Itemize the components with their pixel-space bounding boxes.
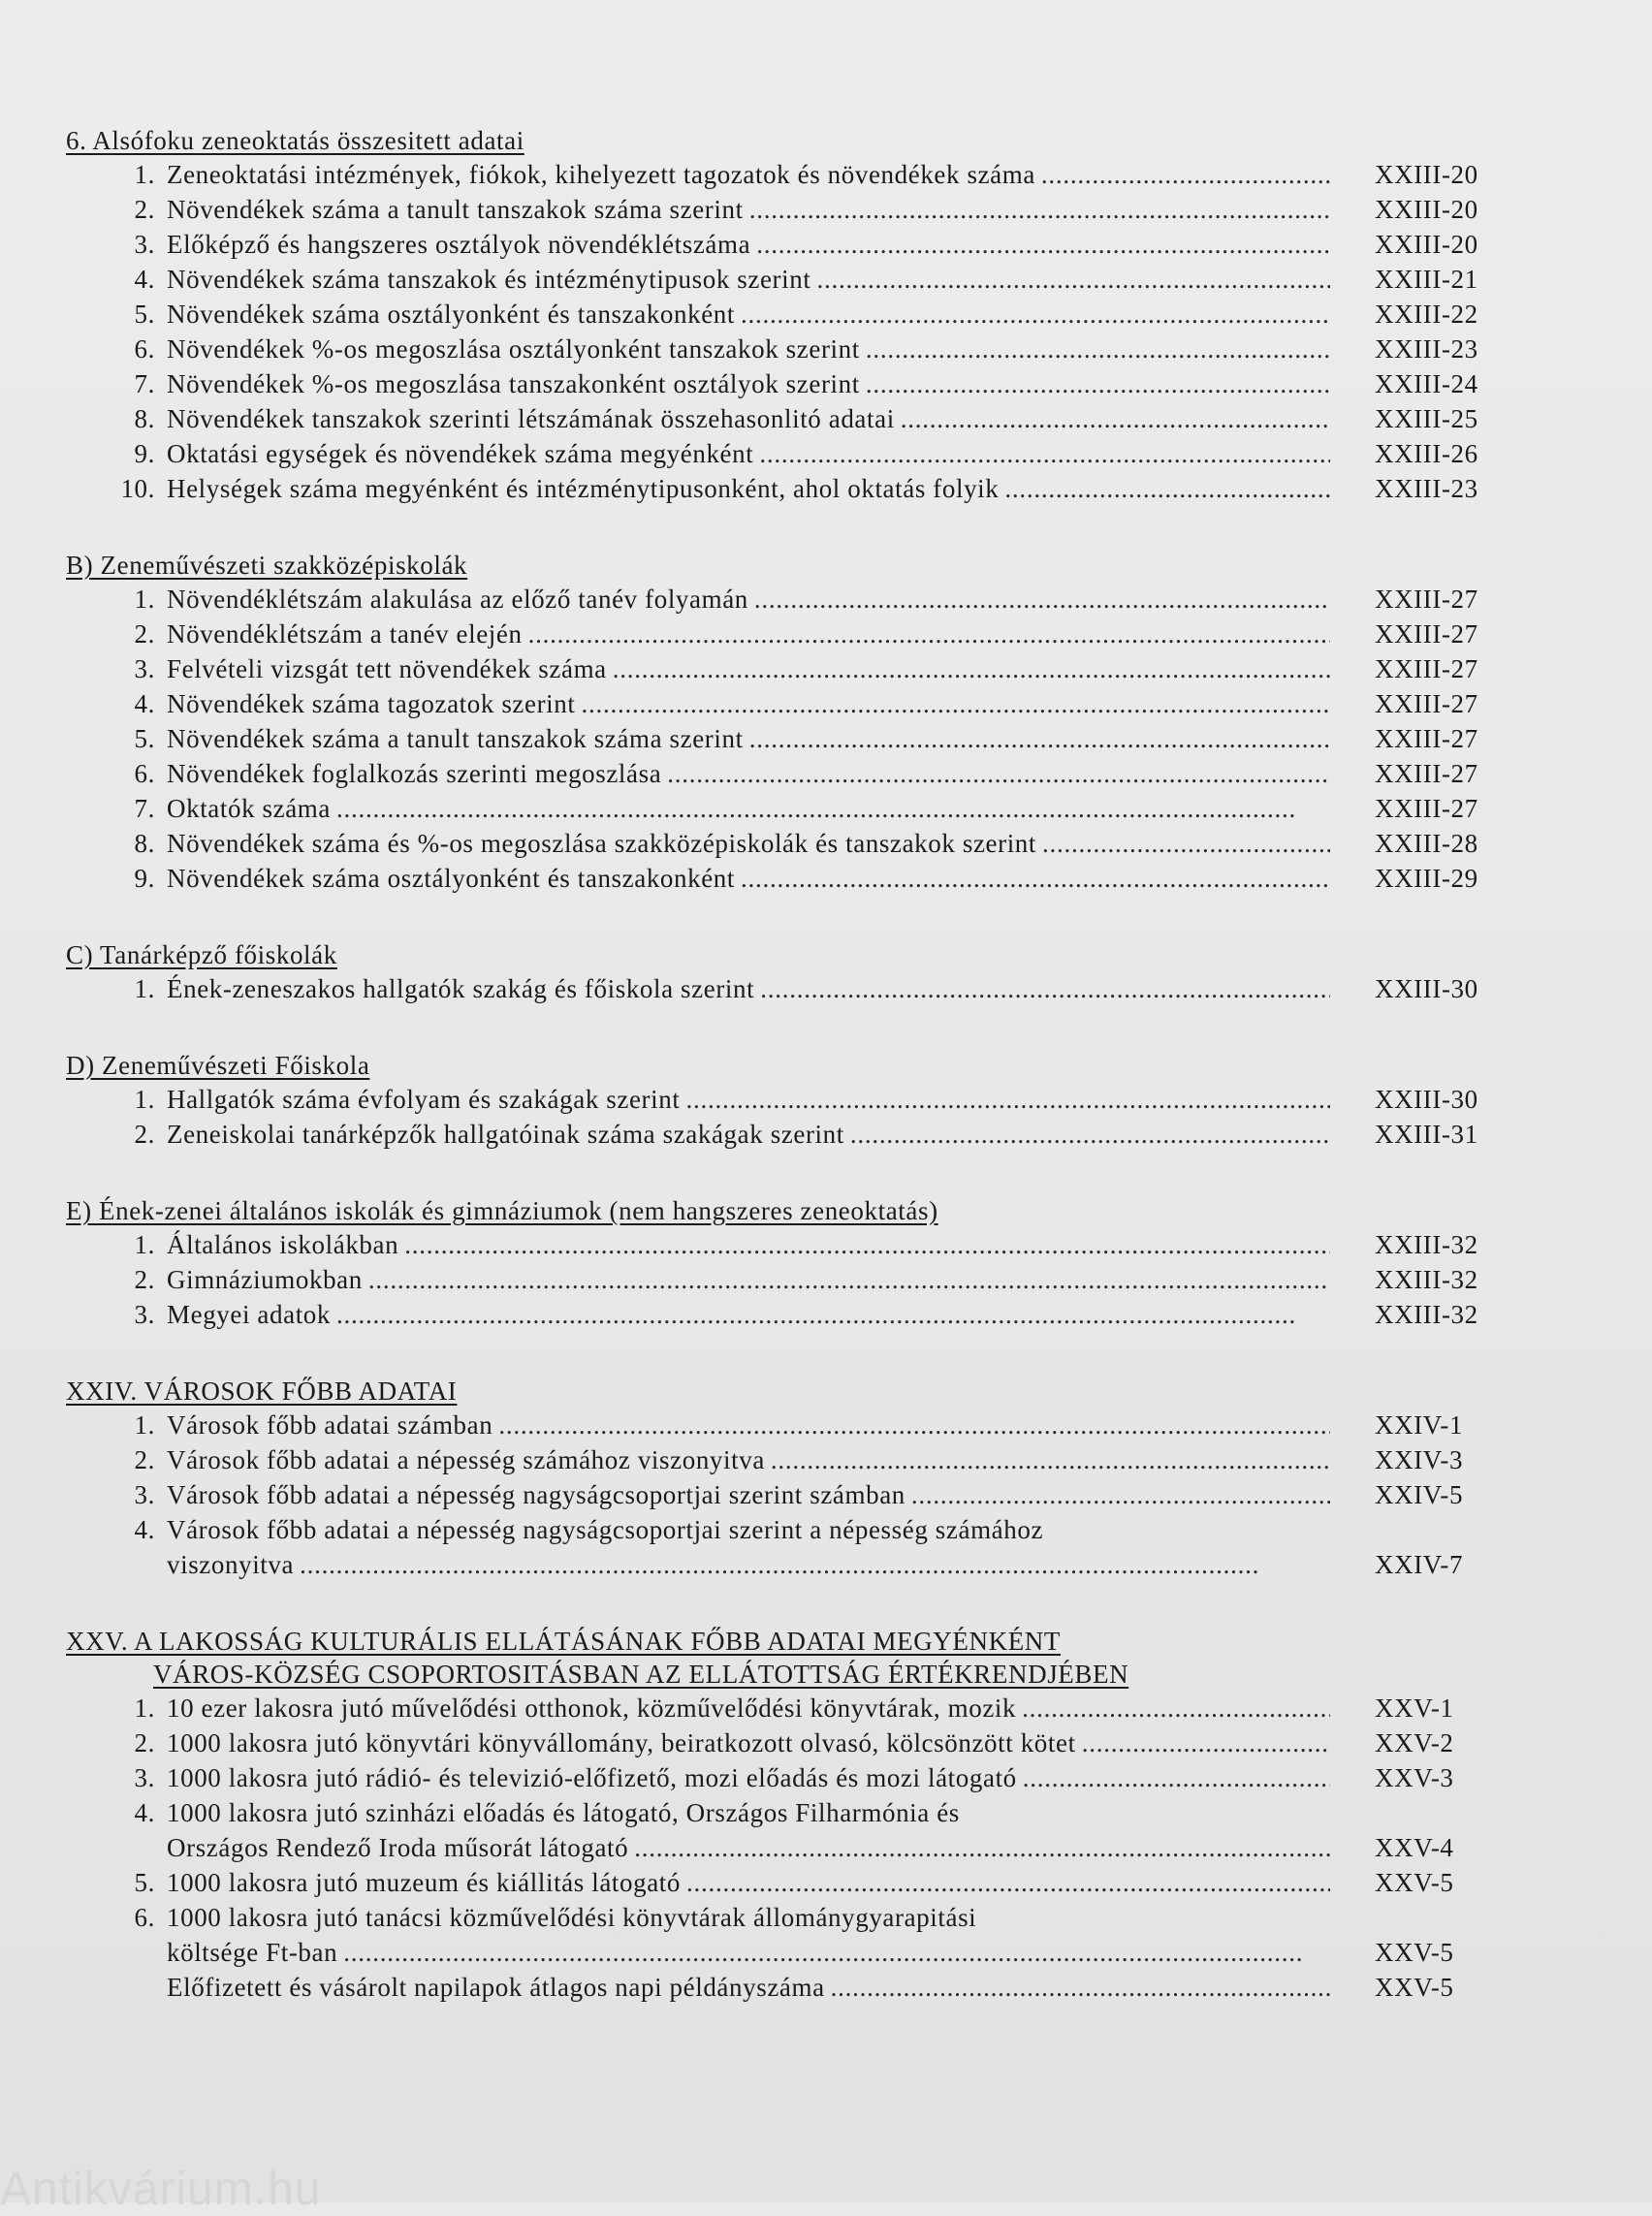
toc-entry-continuation (66, 1547, 1520, 1582)
entry-title: Növendékek tanszakok szerinti létszámának összehasonlitó adatai (167, 404, 895, 433)
entry-number: 2. (134, 1728, 155, 1757)
entry-page: XXIII-23 (1375, 334, 1478, 364)
entry-page: XXIII-30 (1375, 974, 1478, 1003)
entry-number: 5. (134, 724, 155, 753)
entry-title: Országos Rendező Iroda műsorát látogató (167, 1833, 629, 1862)
entry-title-line1: Városok főbb adatai a népesség nagyságcsoportjai szerint a népesség számához (167, 1515, 1044, 1544)
entry-title-line1: 1000 lakosra jutó szinházi előadás és látogató, Országos Filharmónia és (167, 1798, 960, 1827)
entry-number: 4. (134, 689, 155, 718)
toc-entry (66, 1408, 1520, 1442)
entry-page: XXIII-22 (1375, 300, 1478, 329)
entry-page: XXIII-20 (1375, 230, 1478, 259)
dot-leader (866, 332, 1330, 366)
entry-page: XXIII-27 (1375, 759, 1478, 788)
toc-section (66, 124, 1520, 506)
toc-entry-wrapped (66, 1795, 1520, 1830)
dot-leader (1082, 1725, 1330, 1760)
toc-entry-continuation (66, 1935, 1520, 1970)
toc-section (66, 1625, 1520, 2005)
toc-section (66, 549, 1520, 896)
toc-entry (66, 651, 1520, 686)
toc-entry (66, 861, 1520, 896)
section-heading: XXV. A LAKOSSÁG KULTURÁLIS ELLÁTÁSÁNAK FŐBB ADATAI MEGYÉNKÉNT (66, 1627, 1061, 1656)
dot-leader (911, 1477, 1330, 1512)
entry-title: Növendékek száma és %-os megoszlása szakközépiskolák és tanszakok szerint (167, 829, 1037, 858)
entry-number: 6. (134, 334, 155, 364)
entry-page: XXV-5 (1375, 1938, 1454, 1967)
toc-entry (66, 1227, 1520, 1262)
toc-entry (66, 262, 1520, 297)
entry-page: XXV-2 (1375, 1728, 1454, 1757)
entry-title: Oktatók száma (167, 794, 331, 823)
table-of-contents (66, 124, 1520, 2047)
entry-title: Növendékek foglalkozás szerinti megoszlása (167, 759, 662, 788)
entry-title: Megyei adatok (167, 1300, 331, 1329)
entry-number: 7. (134, 794, 155, 823)
entry-page: XXIII-32 (1375, 1265, 1478, 1294)
toc-entry (66, 1970, 1520, 2005)
dot-leader (754, 582, 1330, 617)
entry-page: XXV-1 (1375, 1694, 1454, 1723)
entry-number: 3. (134, 1480, 155, 1509)
toc-entry (66, 686, 1520, 721)
entry-number: 3. (134, 1763, 155, 1792)
entry-page: XXV-5 (1375, 1868, 1454, 1897)
dot-leader (831, 1970, 1330, 2005)
toc-entry (66, 227, 1520, 262)
entry-title: Általános iskolákban (167, 1230, 399, 1259)
toc-entry (66, 1725, 1520, 1760)
dot-leader (336, 791, 1330, 826)
toc-entry (66, 157, 1520, 192)
toc-entry (66, 1117, 1520, 1152)
toc-entry (66, 192, 1520, 227)
dot-leader (336, 1297, 1330, 1332)
section-heading: XXIV. VÁROSOK FŐBB ADATAI (66, 1377, 458, 1406)
dot-leader (759, 436, 1330, 471)
entry-number: 3. (134, 230, 155, 259)
dot-leader (634, 1830, 1330, 1865)
entry-number: 2. (134, 1265, 155, 1294)
toc-entry-continuation (66, 1830, 1520, 1865)
toc-section (66, 1375, 1520, 1582)
entry-number: 4. (134, 1515, 155, 1544)
toc-entry (66, 617, 1520, 651)
entry-number: 1. (134, 974, 155, 1003)
entry-title: 1000 lakosra jutó könyvtári könyvállomány, beiratkozott olvasó, kölcsönzött kötet (167, 1728, 1076, 1757)
entry-number: 2. (134, 1445, 155, 1474)
toc-entry-wrapped (66, 1900, 1520, 1935)
dot-leader (756, 227, 1330, 262)
entry-title: Növendékek száma osztályonként és tanszakonként (167, 300, 736, 329)
dot-leader (1042, 826, 1330, 861)
entry-title: Növendékek száma a tanult tanszakok száma szerint (167, 195, 744, 224)
dot-leader (685, 1082, 1330, 1117)
entry-page: XXIV-5 (1375, 1480, 1464, 1509)
dot-leader (613, 651, 1330, 686)
toc-entry (66, 1082, 1520, 1117)
entry-page: XXIV-7 (1375, 1550, 1464, 1579)
entry-number: 1. (134, 1410, 155, 1440)
toc-entry (66, 332, 1520, 366)
entry-page: XXIII-23 (1375, 474, 1478, 503)
section-heading: E) Ének-zenei általános iskolák és gimnáziumok (nem hangszeres zeneoktatás) (66, 1196, 938, 1225)
dot-leader (686, 1865, 1330, 1900)
entry-title: 1000 lakosra jutó rádió- és televizió-előfizető, mozi előadás és mozi látogató (167, 1763, 1017, 1792)
entry-page: XXV-5 (1375, 1973, 1454, 2002)
toc-entry (66, 1297, 1520, 1332)
entry-title: Növendékek %-os megoszlása tanszakonként osztályok szerint (167, 369, 860, 398)
entry-title: Növendékek %-os megoszlása osztályonként tanszakok szerint (167, 334, 860, 364)
entry-title: viszonyitva (167, 1550, 295, 1579)
dot-leader (749, 721, 1330, 756)
entry-number: 4. (134, 265, 155, 294)
toc-entry (66, 791, 1520, 826)
entry-page: XXIII-32 (1375, 1230, 1478, 1259)
entry-number: 9. (134, 439, 155, 468)
entry-title: Városok főbb adatai számban (167, 1410, 493, 1440)
entry-page: XXIII-27 (1375, 724, 1478, 753)
entry-title: Felvételi vizsgát tett növendékek száma (167, 654, 607, 683)
entry-title: Növendéklétszám alakulása az előző tanév folyamán (167, 585, 748, 614)
entry-number: 6. (134, 759, 155, 788)
entry-number: 10. (120, 474, 155, 503)
dot-leader (498, 1408, 1330, 1442)
entry-page: XXIII-28 (1375, 829, 1478, 858)
entry-title: Előfizetett és vásárolt napilapok átlagos napi példányszáma (167, 1973, 825, 2002)
dot-leader (1004, 471, 1330, 506)
entry-page: XXIII-27 (1375, 689, 1478, 718)
entry-number: 5. (134, 300, 155, 329)
entry-page: XXIII-20 (1375, 195, 1478, 224)
entry-page: XXIV-3 (1375, 1445, 1464, 1474)
toc-section (66, 938, 1520, 1006)
toc-entry (66, 756, 1520, 791)
entry-title: Növendékek száma a tanult tanszakok száma szerint (167, 724, 744, 753)
dot-leader (404, 1227, 1330, 1262)
entry-page: XXIII-27 (1375, 794, 1478, 823)
entry-page: XXIV-1 (1375, 1410, 1464, 1440)
entry-page: XXIII-26 (1375, 439, 1478, 468)
entry-title: Zeneoktatási intézmények, fiókok, kihelyezett tagozatok és növendékek száma (167, 160, 1035, 189)
toc-entry (66, 436, 1520, 471)
toc-entry (66, 1477, 1520, 1512)
dot-leader (1041, 157, 1330, 192)
entry-title: Növendékek száma tanszakok és intézménytipusok szerint (167, 265, 811, 294)
toc-entry (66, 971, 1520, 1006)
toc-entry (66, 1262, 1520, 1297)
dot-leader (667, 756, 1330, 791)
entry-page: XXV-3 (1375, 1763, 1454, 1792)
entry-number: 8. (134, 829, 155, 858)
toc-entry (66, 1865, 1520, 1900)
toc-entry (66, 401, 1520, 436)
section-heading: 6. Alsófoku zeneoktatás összesitett adatai (66, 126, 524, 155)
section-heading: B) Zeneművészeti szakközépiskolák (66, 551, 468, 580)
entry-page: XXIII-32 (1375, 1300, 1478, 1329)
entry-number: 9. (134, 864, 155, 893)
entry-number: 1. (134, 1085, 155, 1114)
entry-title: Növendéklétszám a tanév elején (167, 619, 523, 649)
toc-entry (66, 721, 1520, 756)
entry-number: 3. (134, 1300, 155, 1329)
entry-number: 2. (134, 195, 155, 224)
entry-number: 7. (134, 369, 155, 398)
entry-number: 4. (134, 1798, 155, 1827)
toc-entry (66, 1691, 1520, 1725)
entry-number: 3. (134, 654, 155, 683)
section-heading: C) Tanárképző főiskolák (66, 940, 337, 969)
entry-title: Zeneiskolai tanárképzők hallgatóinak száma szakágak szerint (167, 1120, 844, 1149)
toc-section (66, 1049, 1520, 1152)
entry-number: 8. (134, 404, 155, 433)
entry-page: XXIII-24 (1375, 369, 1478, 398)
dot-leader (816, 262, 1330, 297)
entry-page: XXV-4 (1375, 1833, 1454, 1862)
entry-number: 1. (134, 1694, 155, 1723)
entry-number: 1. (134, 1230, 155, 1259)
entry-title: Városok főbb adatai a népesség nagyságcsoportjai szerint számban (167, 1480, 905, 1509)
dot-leader (741, 297, 1330, 332)
toc-entry (66, 366, 1520, 401)
dot-leader (528, 617, 1330, 651)
entry-page: XXIII-27 (1375, 619, 1478, 649)
entry-title: Oktatási egységek és növendékek száma megyénként (167, 439, 754, 468)
entry-page: XXIII-27 (1375, 654, 1478, 683)
entry-title: 1000 lakosra jutó muzeum és kiállitás látogató (167, 1868, 681, 1897)
entry-title: 10 ezer lakosra jutó művelődési otthonok, közművelődési könyvtárak, mozik (167, 1694, 1017, 1723)
entry-page: XXIII-25 (1375, 404, 1478, 433)
dot-leader (850, 1117, 1330, 1152)
entry-title: Növendékek száma tagozatok szerint (167, 689, 576, 718)
entry-title: Városok főbb adatai a népesség számához viszonyitva (167, 1445, 765, 1474)
toc-entry (66, 582, 1520, 617)
dot-leader (749, 192, 1330, 227)
toc-section (66, 1194, 1520, 1332)
entry-number: 1. (134, 160, 155, 189)
toc-entry (66, 471, 1520, 506)
entry-title: Helységek száma megyénként és intézménytipusonként, ahol oktatás folyik (167, 474, 1000, 503)
entry-title: Gimnáziumokban (167, 1265, 363, 1294)
toc-entry (66, 826, 1520, 861)
toc-entry-wrapped (66, 1512, 1520, 1547)
dot-leader (741, 861, 1330, 896)
entry-page: XXIII-29 (1375, 864, 1478, 893)
dot-leader (866, 366, 1330, 401)
entry-page: XXIII-30 (1375, 1085, 1478, 1114)
entry-page: XXIII-20 (1375, 160, 1478, 189)
dot-leader (368, 1262, 1330, 1297)
dot-leader (1023, 1760, 1330, 1795)
entry-title: költsége Ft-ban (167, 1938, 338, 1967)
entry-title: Növendékek száma osztályonként és tanszakonként (167, 864, 736, 893)
watermark: Antikvárium.hu (0, 2164, 322, 2215)
entry-number: 5. (134, 1868, 155, 1897)
section-heading-line2: VÁROS-KÖZSÉG CSOPORTOSITÁSBAN AZ ELLÁTOTTSÁG ÉRTÉKRENDJÉBEN (153, 1660, 1129, 1689)
entry-page: XXIII-27 (1375, 585, 1478, 614)
dot-leader (300, 1547, 1330, 1582)
entry-number: 1. (134, 585, 155, 614)
entry-number: 6. (134, 1903, 155, 1932)
dot-leader (343, 1935, 1330, 1970)
section-heading: D) Zeneművészeti Főiskola (66, 1051, 370, 1080)
dot-leader (771, 1442, 1330, 1477)
dot-leader (760, 971, 1330, 1006)
dot-leader (901, 401, 1330, 436)
toc-entry (66, 297, 1520, 332)
entry-title: Ének-zeneszakos hallgatók szakág és főiskola szerint (167, 974, 755, 1003)
entry-number: 2. (134, 1120, 155, 1149)
entry-title: Előképző és hangszeres osztályok növendéklétszáma (167, 230, 751, 259)
entry-title: Hallgatók száma évfolyam és szakágak szerint (167, 1085, 681, 1114)
toc-entry (66, 1760, 1520, 1795)
entry-number: 2. (134, 619, 155, 649)
dot-leader (1022, 1691, 1330, 1725)
entry-title-line1: 1000 lakosra jutó tanácsi közművelődési könyvtárak állománygyarapitási (167, 1903, 977, 1932)
entry-page: XXIII-21 (1375, 265, 1478, 294)
entry-page: XXIII-31 (1375, 1120, 1478, 1149)
dot-leader (581, 686, 1330, 721)
toc-entry (66, 1442, 1520, 1477)
